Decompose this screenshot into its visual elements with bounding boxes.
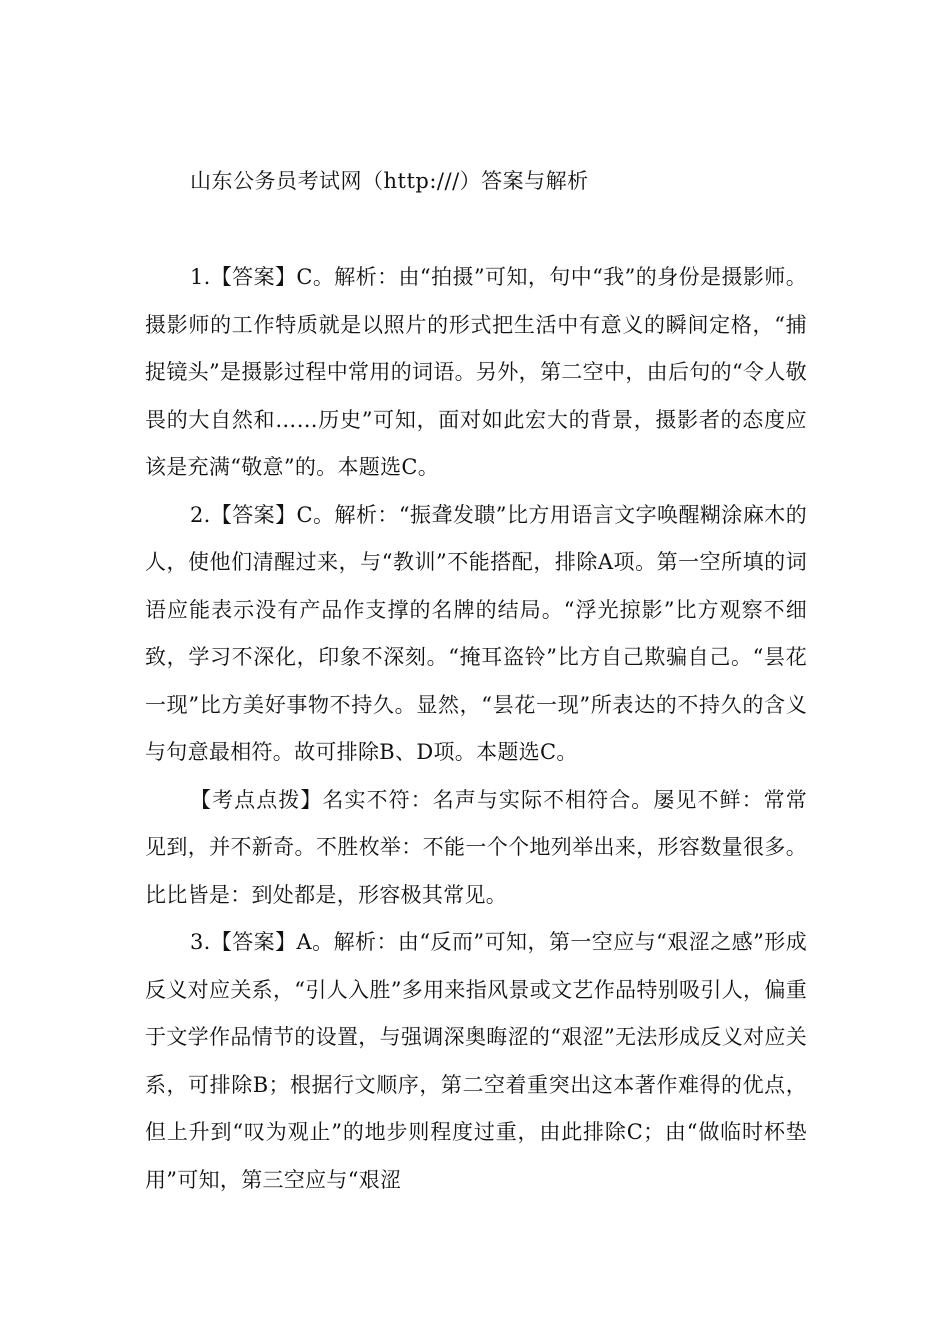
tip-paragraph: 【考点点拨】名实不符：名声与实际不相符合。屡见不鲜：常常见到，并不新奇。不胜枚举：不能一个个地列举出来，形容数量很多。比比皆是：到处都是，形容极其常见。 (145, 787, 807, 907)
answer-paragraph-2: 2.【答案】C。解析：“振聋发聩”比方用语言文字唤醒糊涂麻木的人，使他们清醒过来，与“教训”不能搭配，排除A项。第一空所填的词语应能表示没有产品作支撑的名牌的结局。“浮光掠影”比方观察不细致，学习不深化，印象不深刻。“掩耳盗铃”比方自己欺骗自己。“昙花一现”比方美好事物不持久。显然，“昙花一现”所表达的不持久的含义与句意最相符。故可排除B、D项。本题选C。 (145, 502, 807, 764)
answer-paragraph-1: 1.【答案】C。解析：由“拍摄”可知，句中“我”的身份是摄影师。摄影师的工作特质就是以照片的形式把生活中有意义的瞬间定格，“捕捉镜头”是摄影过程中常用的词语。另外，第二空中，由后句的“令人敬畏的大自然和……历史”可知，面对如此宏大的背景，摄影者的态度应该是充满“敬意”的。本题选C。 (145, 265, 807, 479)
answer-paragraph-3: 3.【答案】A。解析：由“反而”可知，第一空应与“艰涩之感”形成反义对应关系，“引人入胜”多用来指风景或文艺作品特别吸引人，偏重于文学作品情节的设置，与强调深奥晦涩的“艰涩”无法形成反义对应关系，可排除B；根据行文顺序，第二空着重突出这本著作难得的优点，但上升到“叹为观止”的地步则程度过重，由此排除C；由“做临时杯垫用”可知，第三空应与“艰涩 (145, 930, 807, 1192)
document-header: 山东公务员考试网（http:///）答案与解析 (190, 169, 589, 193)
document-body (145, 254, 807, 1204)
